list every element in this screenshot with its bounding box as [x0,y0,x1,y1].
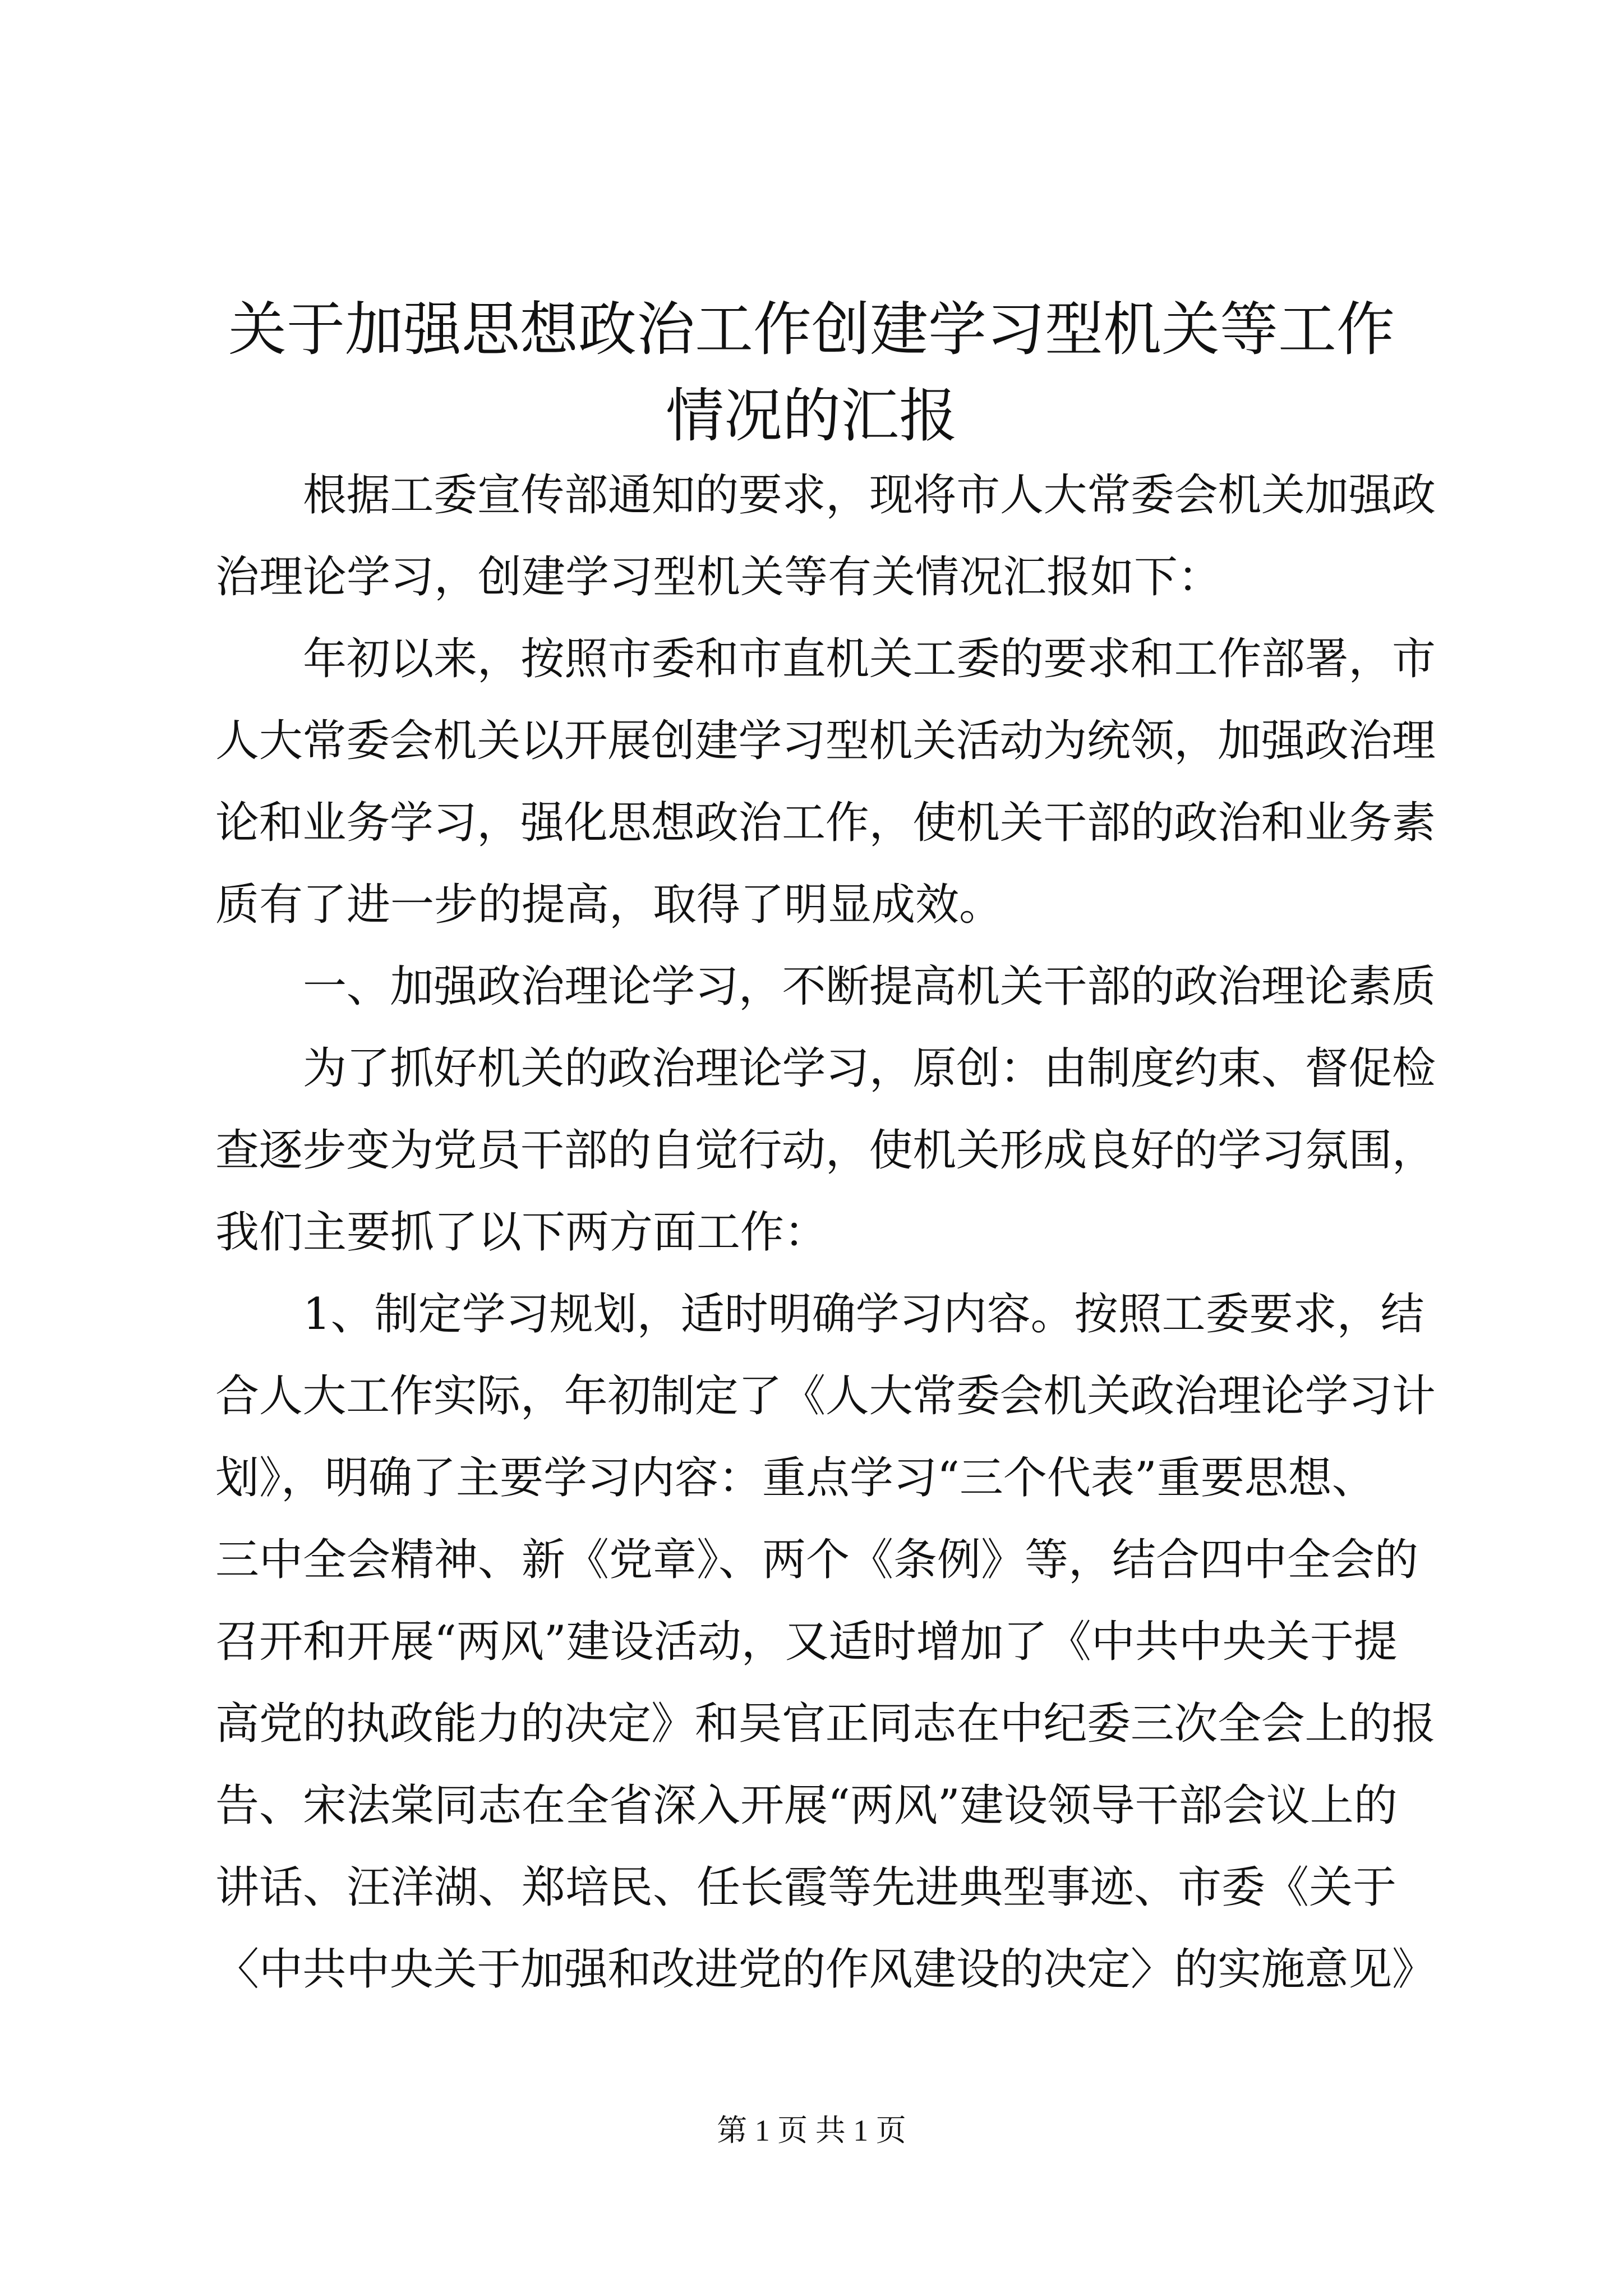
body-line: 查逐步变为党员干部的自觉行动，使机关形成良好的学习氛围， [215,1125,1436,1176]
body-line: 论和业务学习，强化思想政治工作，使机关干部的政治和业务素 [215,798,1436,848]
title-line-2: 情况的汇报 [665,381,957,450]
page-footer: 第 1 页 共 1 页 [717,2114,906,2147]
body-line: 一、加强政治理论学习，不断提高机关干部的政治理论素质 [303,961,1436,1012]
body-line: 1、制定学习规划，适时明确学习内容。按照工委要求，结 [303,1289,1424,1340]
body-line: 划》，明确了主要学习内容：重点学习“三个代表”重要思想、 [215,1453,1376,1503]
body-line: 质有了进一步的提高，取得了明显成效。 [215,880,1003,930]
title-line-1: 关于加强思想政治工作创建学习型机关等工作 [228,295,1395,364]
body-line: 治理论学习，创建学习型机关等有关情况汇报如下： [215,552,1222,602]
body-line: 为了抓好机关的政治理论学习，原创：由制度约束、督促检 [303,1043,1436,1094]
body-line: 我们主要抓了以下两方面工作： [215,1207,828,1258]
body-line: 召开和开展“两风”建设活动，又适时增加了《中共中央关于提 [215,1617,1398,1667]
body-line: 高党的执政能力的决定》和吴官正同志在中纪委三次全会上的报 [215,1699,1436,1749]
body-line: 年初以来，按照市委和市直机关工委的要求和工作部署，市 [303,634,1436,684]
body-line: 讲话、汪洋湖、郑培民、任长霞等先进典型事迹、市委《关于 [215,1862,1397,1913]
body-line: 三中全会精神、新《党章》、两个《条例》等，结合四中全会的 [215,1535,1419,1585]
body-line: 合人大工作实际，年初制定了《人大常委会机关政治理论学习计 [215,1371,1436,1421]
document-body [215,454,1436,2010]
body-line: 人大常委会机关以开展创建学习型机关活动为统领，加强政治理 [215,716,1436,766]
body-line: 告、宋法棠同志在全省深入开展“两风”建设领导干部会议上的 [215,1780,1398,1831]
body-line: 根据工委宣传部通知的要求，现将市人大常委会机关加强政 [303,470,1436,521]
document-title [191,286,1432,459]
body-line: 〈中共中央关于加强和改进党的作风建设的决定〉的实施意见》 [215,1944,1436,1995]
